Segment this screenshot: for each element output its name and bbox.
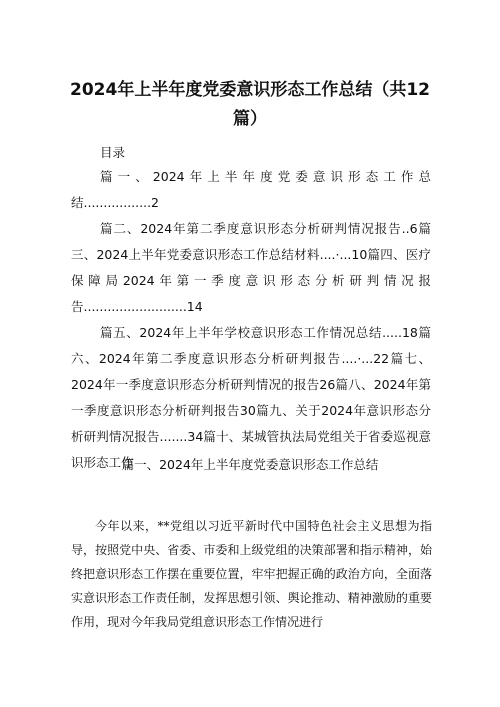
body-text [71,514,432,634]
table-of-contents [71,164,431,476]
document-title: 2024年上半年度党委意识形态工作总结（共12篇） [70,80,430,129]
toc-entry: 篇一、2024年上半年度党委意识形态工作总结.................2 [71,169,431,210]
toc-entry: 篇二、2024年第二季度意识形态分析研判情况报告..6篇三、2024上半年党委意识形态工作总结材料....·...10篇四、医疗保障局2024年第一季度意识形态分析研判情况报告..........................14 [71,221,431,314]
section-heading: 篇一、2024年上半年度党委意识形态工作总结 [121,457,379,472]
body-paragraph: 今年以来，**党组以习近平新时代中国特色社会主义思想为指导，按照党中央、省委、市委和上级党组的决策部署和指示精神，始终把意识形态工作摆在重要位置，牢牢把握正确的政治方向，全面落实意识形态工作责任制，发挥思想引领、舆论推动、精神激励的重要作用，现对今年我局党组意识形态工作情况进行 [71,519,432,629]
toc-label: 目录 [100,145,126,160]
toc-entry: 篇五、2024年上半年学校意识形态工作情况总结.....18篇六、2024年第二季度意识形态分析研判报告....·...22篇七、2024年一季度意识形态分析研判情况的报告26篇八、2024年第一季度意识形态分析研判报告30篇九、关于2024年意识形态分析研判情况报告.......34篇十、某城管执法局党组关于省委巡视意识形态工作 [71,325,431,470]
